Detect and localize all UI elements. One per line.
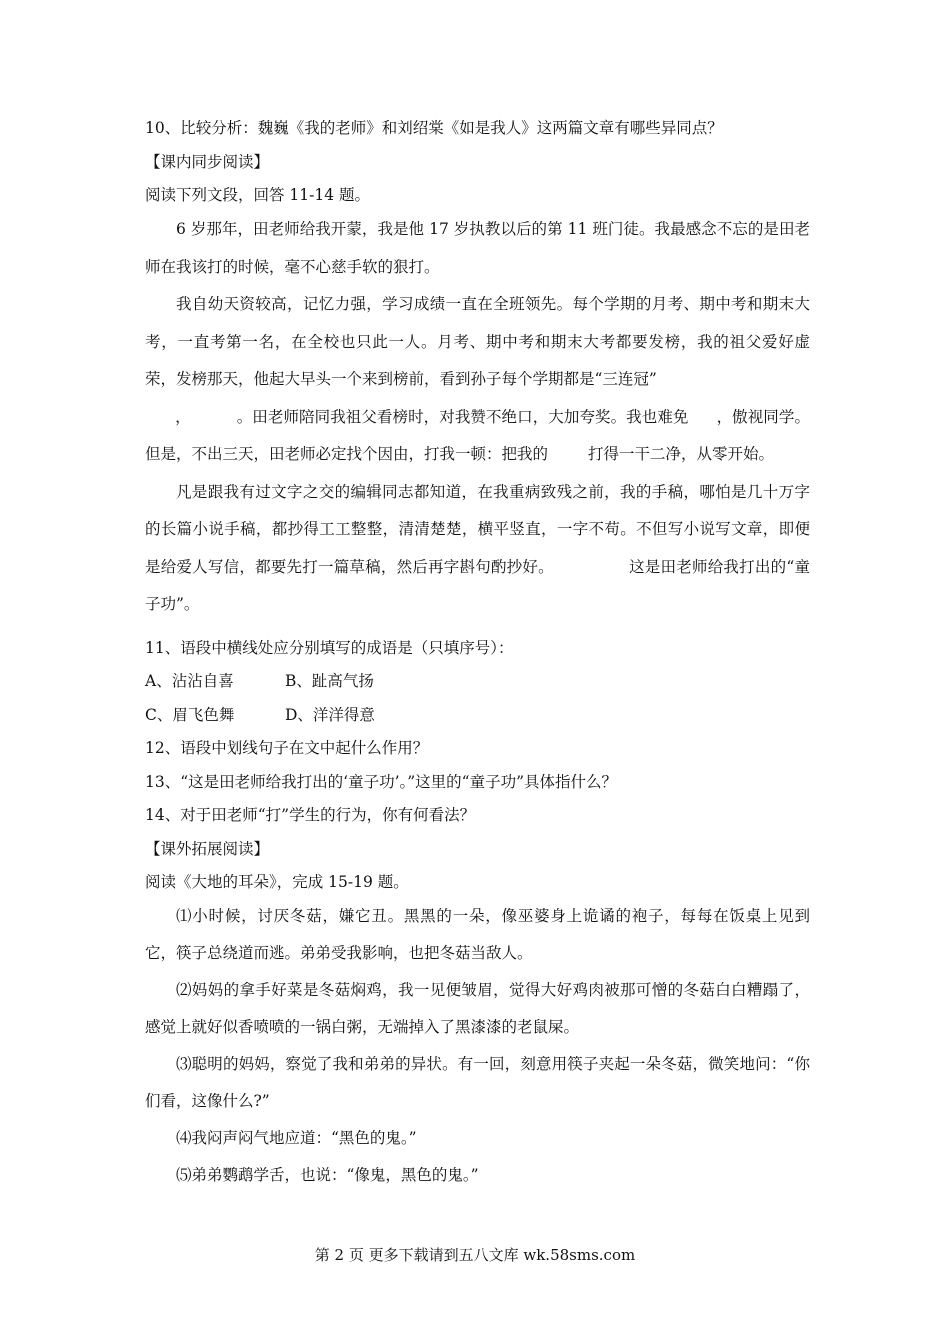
passage2-paragraph-3: ⑶聪明的妈妈，察觉了我和弟弟的异状。有一回，刻意用筷子夹起一朵冬菇，微笑地问：“你们看，这像什么?”: [145, 1055, 810, 1110]
passage1-p3-text-b: 这是田老师给我打出的“童子功”。: [145, 557, 810, 613]
passage2-paragraph-4: ⑷我闷声闷气地应道：“黑色的鬼。”: [176, 1129, 417, 1147]
section-heading-in-class: 【课内同步阅读】: [145, 152, 270, 171]
passage1-p2-text-d: ，傲视同学。但是，不出三天，田老师必定找个因由，打我一顿：把我的: [145, 407, 810, 463]
passage1-p2-text-a: 我自幼天资较高，记忆力强，学习成绩一直在全班领先。每个学期的月考、期中考和期末大考，一直考第一名，在全校也只此一人。月考、期中考和期末大考都要发榜，我的祖父爱好虚荣，发榜那天，他起大早头一个来到榜前，看到孙子每个学期都是“三连冠”: [145, 295, 810, 388]
passage2-paragraph-5: ⑸弟弟鹦鹉学舌，也说：“像鬼，黑色的鬼。”: [176, 1166, 479, 1184]
option-d: D、洋洋得意: [285, 705, 375, 724]
page-footer: 第 2 页 更多下载请到五八文库 wk.58sms.com: [314, 1246, 636, 1264]
option-b: B、趾高气扬: [285, 672, 374, 690]
passage1-p2-text-e: 打得一干二净，从零开始。: [588, 445, 775, 463]
question-10: 10、比较分析：魏巍《我的老师》和刘绍棠《如是我人》这两篇文章有哪些异同点？: [145, 119, 723, 137]
question-14: 14、对于田老师“打”学生的行为，你有何看法？: [145, 806, 476, 824]
question-11-options-row-1: [145, 671, 810, 691]
passage1-paragraph-3: [145, 474, 810, 624]
passage1-p2-text-c: 。田老师陪同我祖父看榜时，对我赞不绝口，大加夸奖。我也难免: [236, 407, 689, 426]
passage2-paragraph-2: ⑵妈妈的拿手好菜是冬菇焖鸡，我一见便皱眉，觉得大好鸡肉被那可憎的冬菇白白糟蹋了，感觉上就好似香喷喷的一锅白粥，无端掉入了黑漆漆的老鼠屎。: [145, 981, 810, 1036]
passage1-p2-text-b: ，: [175, 407, 191, 426]
passage1-paragraph-1: 6 岁那年，田老师给我开蒙，我是他 17 岁执教以后的第 11 班门徒。我最感念不忘的是田老师在我该打的时候，毫不心慈手软的狠打。: [145, 220, 810, 276]
document-page: [145, 118, 810, 1194]
passage1-paragraph-2: [145, 286, 810, 474]
question-11-options-row-2: [145, 705, 810, 725]
reading-instruction-1: 阅读下列文段，回答 11-14 题。: [145, 186, 371, 204]
question-13: 13、“这是田老师给我打出的‘童子功’。”这里的“童子功”具体指什么？: [145, 772, 618, 791]
question-11: 11、语段中横线处应分别填写的成语是（只填序号）：: [145, 638, 514, 657]
option-a: A、沾沾自喜: [145, 672, 234, 690]
section-heading-extra: 【课外拓展阅读】: [145, 839, 270, 858]
option-c: C、眉飞色舞: [145, 705, 235, 724]
passage1-p3-text-a: 凡是跟我有过文字之交的编辑同志都知道，在我重病致残之前，我的手稿，哪怕是几十万字的长篇小说手稿，都抄得工工整整，清清楚楚，横平竖直，一字不苟。不但写小说写文章，即便是给爱人写信，都要先打一篇草稿，然后再字斟句酌抄好。: [145, 482, 810, 576]
passage2-paragraph-1: ⑴小时候，讨厌冬菇，嫌它丑。黑黑的一朵，像巫婆身上诡谲的袍子，每每在饭桌上见到它，筷子总绕道而逃。弟弟受我影响，也把冬菇当敌人。: [145, 907, 810, 962]
question-12: 12、语段中划线句子在文中起什么作用？: [145, 739, 429, 757]
reading-instruction-2: 阅读《大地的耳朵》，完成 15-19 题。: [145, 873, 409, 891]
